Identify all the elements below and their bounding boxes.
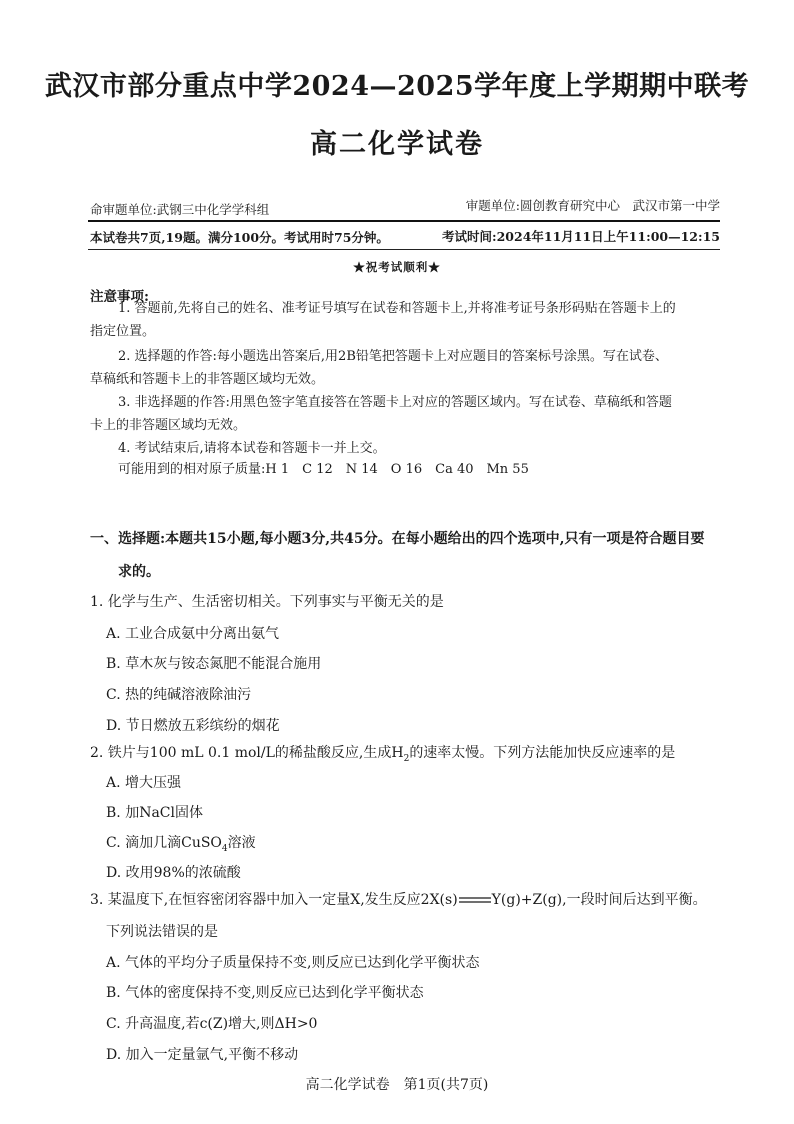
question-1-option-c: C. 热的纯碱溶液除油污: [106, 687, 252, 703]
question-2-option-a: A. 增大压强: [106, 775, 182, 791]
question-3-option-c: C. 升高温度,若c(Z)增大,则ΔH>0: [106, 1016, 318, 1032]
equilibrium-arrow-icon: [458, 895, 492, 905]
question-1-option-d: D. 节日燃放五彩缤纷的烟花: [106, 718, 280, 734]
note-item: 1. 答题前,先将自己的姓名、准考证号填写在试卷和答题卡上,并将准考证号条形码贴在答题卡上的: [118, 301, 676, 316]
note-item: 3. 非选择题的作答:用黑色签字笔直接答在答题卡上对应的答题区域内。写在试卷、草稿纸和答题: [118, 395, 672, 410]
question-2-stem: 2. 铁片与100 mL 0.1 mol/L的稀盐酸反应,生成$H_2$的速率太慢。下列方法能加快反应速率的是: [90, 745, 676, 764]
atomic-masses: 可能用到的相对原子质量:H 1 C 12 N 14 O 16 Ca 40 Mn 55: [118, 462, 529, 477]
exam-title: 武汉市部分重点中学2024—2025学年度上学期期中联考: [44, 71, 750, 102]
reviewer-unit: 审题单位:圆创教育研究中心 武汉市第一中学: [465, 198, 720, 213]
question-2-option-b: B. 加NaCl固体: [106, 805, 203, 821]
question-3-option-a: A. 气体的平均分子质量保持不变,则反应已达到化学平衡状态: [106, 955, 480, 971]
note-item: 卡上的非答题区域均无效。: [90, 418, 247, 433]
note-item: 草稿纸和答题卡上的非答题区域均无效。: [90, 372, 325, 387]
proposer-unit: 命审题单位:武钢三中化学学科组: [90, 202, 270, 217]
exam-time: 考试时间:2024年11月11日上午11:00—12:15: [441, 229, 720, 244]
question-2-option-d: D. 改用98%的浓硫酸: [106, 865, 241, 881]
header-divider-top: [88, 220, 720, 222]
question-1-option-a: A. 工业合成氨中分离出氨气: [106, 626, 280, 642]
question-3-option-b: B. 气体的密度保持不变,则反应已达到化学平衡状态: [106, 985, 424, 1001]
note-item: 4. 考试结束后,请将本试卷和答题卡一并上交。: [118, 441, 386, 456]
question-1-option-b: B. 草木灰与铵态氮肥不能混合施用: [106, 656, 322, 672]
good-luck-banner: ★祝考试顺利★: [353, 260, 441, 274]
question-3-stem-cont: 下列说法错误的是: [106, 924, 218, 940]
question-3-option-d: D. 加入一定量氩气,平衡不移动: [106, 1047, 299, 1063]
section-heading-cont: 求的。: [118, 564, 160, 580]
page-footer: 高二化学试卷 第1页(共7页): [305, 1077, 489, 1093]
exam-info: 本试卷共7页,19题。满分100分。考试用时75分钟。: [90, 230, 389, 245]
question-3-stem: 3. 某温度下,在恒容密闭容器中加入一定量X,发生反应2X(s) Y(g)+Z(g),一段时间后达到平衡。: [90, 892, 707, 908]
section-heading: 一、选择题:本题共15小题,每小题3分,共45分。在每小题给出的四个选项中,只有一项是符合题目要: [90, 531, 705, 547]
question-1-stem: 1. 化学与生产、生活密切相关。下列事实与平衡无关的是: [90, 594, 444, 610]
exam-subtitle: 高二化学试卷: [310, 129, 484, 160]
header-divider-bottom: [88, 249, 720, 250]
notes-heading: 注意事项:: [90, 289, 149, 305]
note-item: 指定位置。: [90, 324, 156, 339]
note-item: 2. 选择题的作答:每小题选出答案后,用2B铅笔把答题卡上对应题目的答案标号涂黑。写在试卷、: [118, 349, 668, 364]
question-2-option-c: C. 滴加几滴CuSO$_4$溶液: [106, 835, 256, 854]
